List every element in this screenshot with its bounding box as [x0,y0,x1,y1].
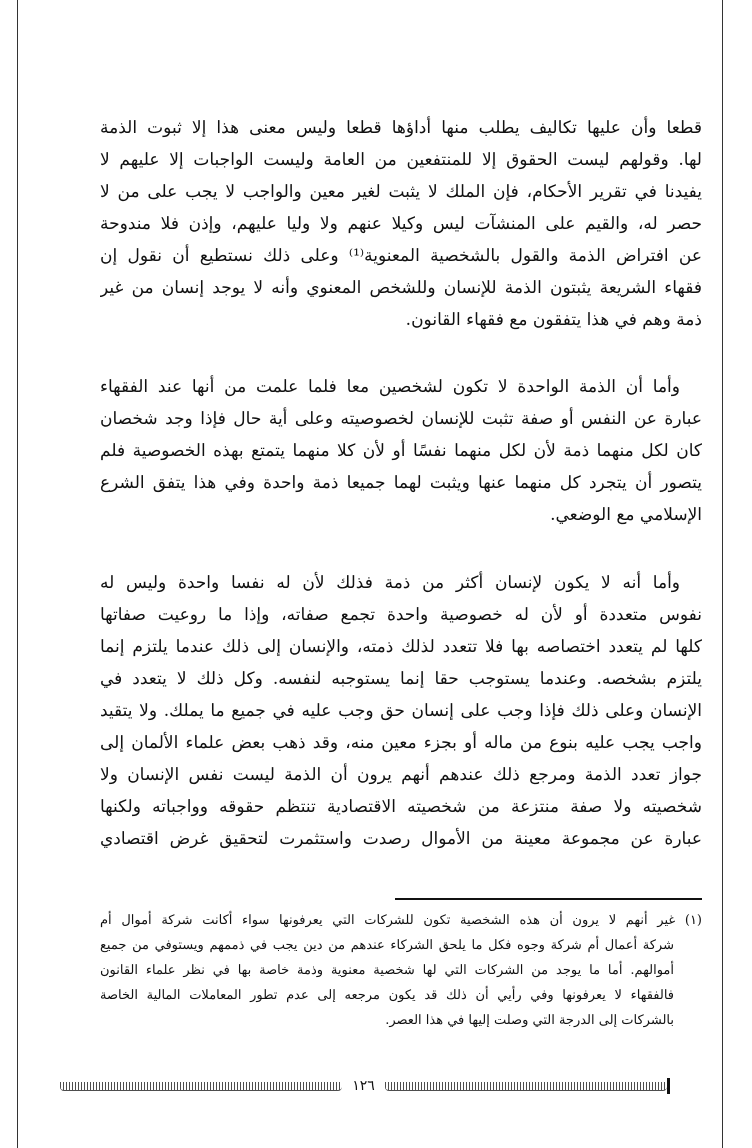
page-number: ١٢٦ [352,1078,375,1094]
text-line: حصر له، والقيم على المنشآت ليس وكيلا عنهم ولا وليا عليهم، وإذن فلا مندوحة [100,214,702,234]
footnote-line: بالشركات إلى الدرجة التي وصلت إليها في هذا العصر. [385,1013,674,1028]
text-line: عبارة عن النفس أو صفة تثبت للإنسان لخصوصيته وعلى أية حال فإذا وجد شخصان [100,409,702,429]
paragraph-1 [100,112,702,336]
text-line: فقهاء الشريعة يثبتون الذمة للإنسان وللشخص المعنوي وأنه لا يوجد إنسان من غير [100,278,702,298]
text-line: جواز تعدد الذمة ومرجع ذلك عندهم أنهم يرون أن الذمة ليست نفس الإنسان ولا [100,765,702,785]
text-line: كلها لم يتعدد اختصاصه بها فلا تتعدد لذلك ذمته، والإنسان إلى ذلك عندما يلتزم إنما [100,637,702,657]
text-line: لها. وقولهم ليست الحقوق إلا للمنتفعين من العامة وليست الواجبات إلا عليهم لا [100,150,702,170]
decorative-wave-line [385,1082,667,1091]
paragraph-2 [100,371,702,531]
page-border-right [722,0,723,1148]
footnote-separator [395,898,702,900]
footnote [100,908,702,1033]
page-border-left [17,0,18,1148]
footnote-line: فالفقهاء لا يعرفونها وفي رأيي أن ذلك قد يكون مرجعه إلى عدم تطور المعاملات المالية الخاصة [100,988,674,1003]
decorative-wave-line [60,1082,342,1091]
text-line: واجب يجب عليه بنوع من ماله أو بجزء معين منه، وقد ذهب بعض علماء الألمان إلى [100,733,702,753]
text-line: وأما أنه لا يكون لإنسان أكثر من ذمة فذلك لأن له نفسا واحدة وليس له [100,573,680,593]
footer-end-bar [667,1078,670,1094]
text-line: الإسلامي مع الوضعي. [550,505,702,525]
paragraph-3 [100,567,702,855]
page-footer [60,1074,670,1098]
text-line: يتصور أن يتجرد كل منهما عنها ويثبت لهما جميعا ذمة واحدة وفي هذا يتفق الشرع [100,473,702,493]
text-line: يفيدنا في تقرير الأحكام، فإن الملك لا يثبت لغير معين والواجب لا يجب على من لا [100,182,702,202]
text-line: الإنسان وعلى ذلك فإذا وجب على إنسان حق وجب عليه في جميع ما يملك. ولا يتقيد [100,701,702,721]
text-line: شخصيته ولا صفة منتزعة من شخصيته الاقتصادية تنتظم حقوقه وواجباته ولكنها [100,797,702,817]
text-line: يلتزم بشخصه. وعندما يستوجب حقا إنما يستوجبه لنفسه. وكل ذلك لا يتعدد في [100,669,702,689]
text-line: عبارة عن مجموعة معينة من الأموال رصدت واستثمرت لتحقيق غرض اقتصادي [100,829,702,849]
footnote-line: (١) غير أنهم لا يرون أن هذه الشخصية تكون للشركات التي يعرفونها سواء أكانت شركة أموال أم [100,913,702,928]
text-line: قطعا وأن عليها تكاليف يطلب منها أداؤها قطعا وليس معنى هذا إلا ثبوت الذمة [100,118,702,138]
text-line: كان لكل منهما ذمة لأن لكل منهما نفسًا أو لأن كلا منهما يتمتع بهذه الخصوصية فلم [100,441,702,461]
footnote-line: أموالهم. أما ما يوجد من الشركات التي لها شخصية معنوية وذمة خاصة بها في نظر علماء القانون [100,963,674,978]
text-line: ذمة وهم في هذا يتفقون مع فقهاء القانون. [405,310,702,330]
text-line: عن افتراض الذمة والقول بالشخصية المعنوية⁽¹⁾ وعلى ذلك نستطيع أن نقول إن [100,246,702,266]
text-line: وأما أن الذمة الواحدة لا تكون لشخصين معا فلما علمت من أنها عند الفقهاء [100,377,680,397]
footnote-line: شركة أعمال أم شركة وجوه فكل ما يلحق الشركاء عندهم من دين يجب في ذممهم ويستوفي من جميع [100,938,674,953]
text-line: نفوس متعددة أو لأن له خصوصية واحدة تجمع صفاته، وإذا ما روعيت صفاتها [100,605,702,625]
